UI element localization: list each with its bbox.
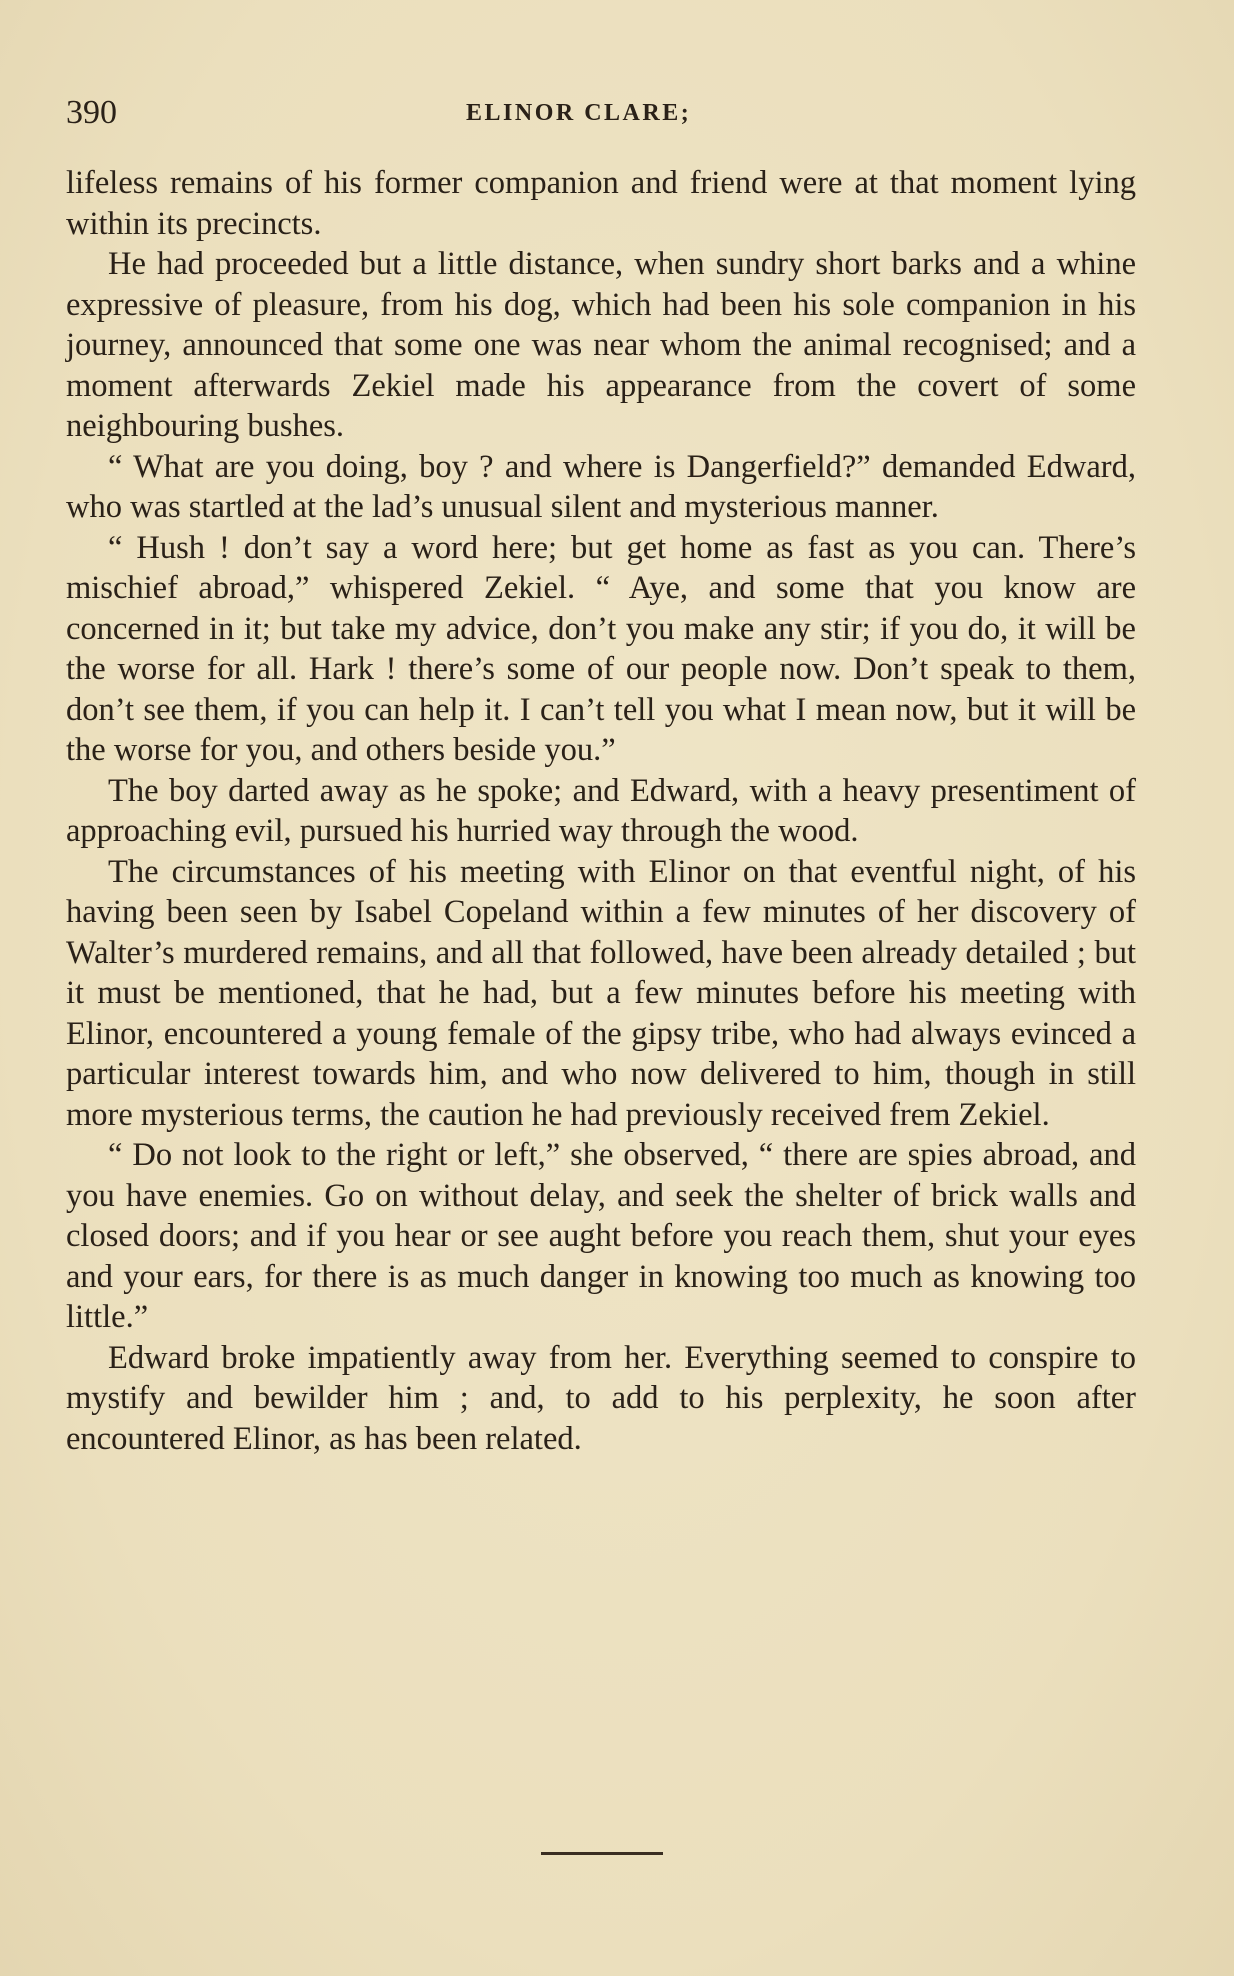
paragraph: The circumstances of his meeting with Elinor on that eventful night, of his having been seen by Isabel Copeland within a few minutes of her discovery of Walter’s murdered remains, and all that followed, have been already detailed ; but it must be mentioned, that he had, but a few minutes before his meeting with Elinor, encountered a young female of the gipsy tribe, who had always evinced a particular interest towards him, and who now delivered to him, though in still more mysterious terms, the caution he had previously received frem Zekiel. — [66, 853, 1136, 1133]
section-end-rule — [541, 1852, 663, 1855]
paragraph: lifeless remains of his former companion and friend were at that moment lying within its precincts. — [66, 165, 1136, 242]
running-head: ELINOR CLARE; — [466, 100, 692, 126]
paragraph: Edward broke impatiently away from her. Everything seemed to conspire to mystify and bewilder him ; and, to add to his perplexity, he soon after encountered Elinor, as has been related. — [66, 1339, 1136, 1457]
page-header — [66, 92, 1126, 134]
body-text — [66, 163, 1136, 1459]
paragraph: The boy darted away as he spoke; and Edward, with a heavy presentiment of approaching evil, pursued his hurried way through the wood. — [66, 772, 1136, 849]
paragraph: He had proceeded but a little distance, when sundry short barks and a whine expressive of pleasure, from his dog, which had been his sole companion in his journey, announced that some one was near whom the animal recognised; and a moment afterwards Zekiel made his appearance from the covert of some neighbouring bushes. — [66, 246, 1136, 444]
page-number: 390 — [66, 94, 117, 131]
paragraph: “ Do not look to the right or left,” she observed, “ there are spies abroad, and you have enemies. Go on without delay, and seek the shelter of brick walls and closed doors; and if you hear or see aught before you reach them, shut your eyes and your ears, for there is as much danger in knowing too much as knowing too little.” — [66, 1137, 1136, 1335]
paragraph: “ Hush ! don’t say a word here; but get home as fast as you can. There’s mischief abroad,” whispered Zekiel. “ Aye, and some that you know are concerned in it; but take my advice, don’t you make any stir; if you do, it will be the worse for all. Hark ! there’s some of our people now. Don’t speak to them, don’t see them, if you can help it. I can’t tell you what I mean now, but it will be the worse for you, and others beside you.” — [66, 529, 1136, 768]
paragraph: “ What are you doing, boy ? and where is Dangerfield?” demanded Edward, who was startled at the lad’s unusual silent and mysterious manner. — [66, 448, 1136, 525]
